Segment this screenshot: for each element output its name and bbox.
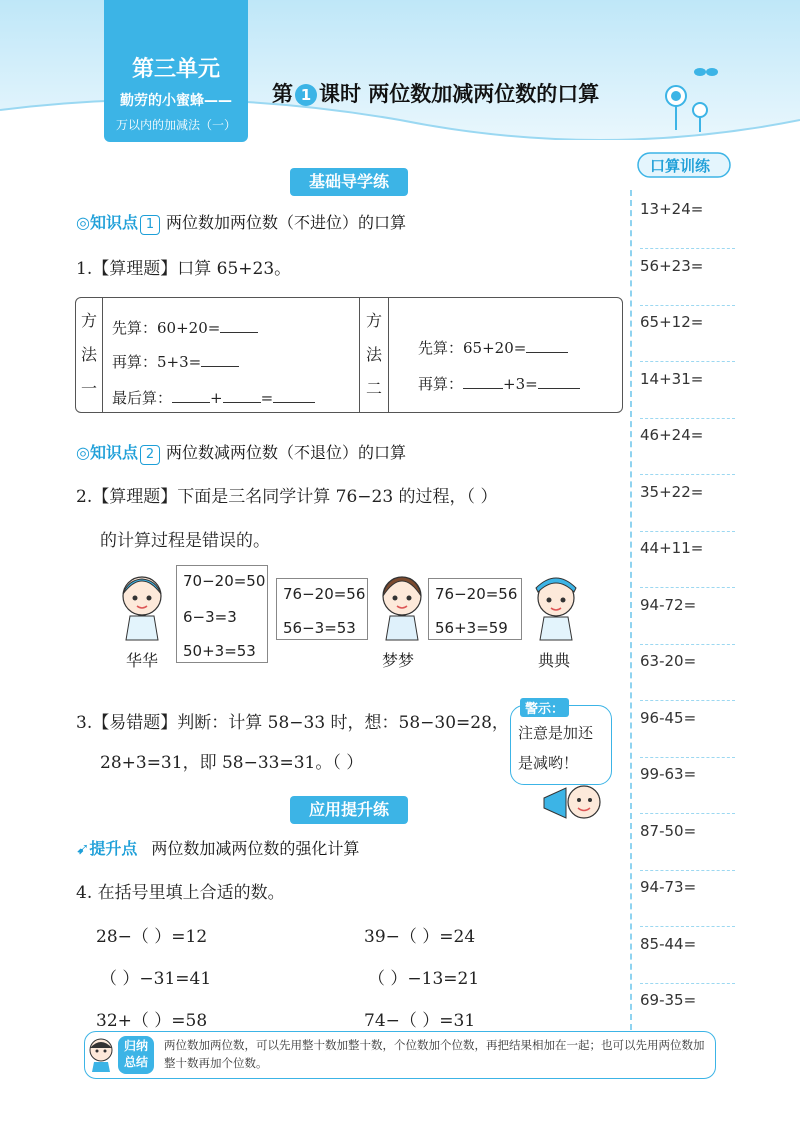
oral-item (640, 531, 735, 588)
oral-item-text: 56+23= (640, 257, 704, 275)
summary-tag (118, 1036, 154, 1074)
method-two-label (359, 298, 389, 412)
calc-line: 56−3=53 (283, 619, 356, 637)
oral-item (640, 475, 735, 532)
improvement-point (76, 836, 359, 859)
oral-item (640, 757, 735, 814)
method-two-row-2 (418, 372, 580, 394)
oral-item (640, 814, 735, 871)
answer-blank[interactable] (223, 386, 261, 403)
method-one-row-3 (112, 386, 315, 408)
calc-box-diandian (428, 578, 522, 640)
fill-item[interactable]: 39−（ ）=24 (364, 927, 476, 947)
oral-item-text: 94-73= (640, 878, 697, 896)
target-icon: ◎ (76, 213, 90, 232)
fill-item[interactable]: 74−（ ）=31 (364, 1011, 476, 1031)
row-text: 先算：65+20= (418, 339, 527, 357)
answer-blank[interactable] (526, 336, 568, 353)
fill-item[interactable]: （ ）−31=41 (100, 969, 212, 989)
kp-text: 两位数加两位数（不进位）的口算 (165, 213, 406, 232)
kp-tag: 提升点 (89, 839, 138, 858)
row-text: 先算：60+20= (112, 319, 221, 337)
oral-item-text: 96-45= (640, 709, 697, 727)
oral-item (640, 644, 735, 701)
calc-box-mengmeng (276, 578, 368, 640)
oral-item (640, 588, 735, 645)
oral-item-text: 87-50= (640, 822, 697, 840)
summary-tag-line: 归纳 (123, 1039, 148, 1053)
unit-label: 第三单元 (131, 57, 220, 82)
section-basic-title: 基础导学练 (308, 172, 389, 191)
answer-blank[interactable] (538, 372, 580, 389)
kp-tag: 知识点 (89, 443, 138, 462)
sidebar-divider (630, 190, 632, 1030)
summary-tag-line: 总结 (123, 1055, 148, 1069)
megaphone-kid-icon (540, 778, 610, 832)
answer-blank[interactable] (220, 316, 258, 333)
section-application-banner (290, 796, 408, 824)
question-3-line-2: 28+3=31，即 58−33=31。（ ） (100, 753, 364, 773)
kp-tag: 知识点 (89, 213, 138, 232)
calc-line: 50+3=53 (183, 642, 256, 660)
boy-diandian-illustration (526, 570, 586, 642)
method-label-char: 二 (365, 379, 382, 398)
method-label-char: 方 (80, 311, 97, 330)
warning-tip-bubble (510, 705, 612, 785)
answer-blank[interactable] (201, 350, 239, 367)
oral-training-badge (636, 150, 732, 180)
calc-line: 76−20=56 (283, 585, 366, 603)
section-basic-banner (290, 168, 408, 196)
section-application-title: 应用提升练 (308, 800, 389, 819)
summary-text: 两位数加两位数，可以先用整十数加整十数，个位数加个位数，再把结果相加在一起；也可以先用两位数加整十数再加个位数。 (164, 1038, 705, 1070)
kp-number: 2 (140, 445, 160, 465)
calc-line: 76−20=56 (435, 585, 518, 603)
name-diandian: 典典 (538, 651, 571, 670)
calc-line: 56+3=59 (435, 619, 508, 637)
oral-item (640, 192, 735, 249)
summary-kid-icon (86, 1036, 116, 1072)
oral-item-text: 65+12= (640, 313, 704, 331)
row-text: 再算： (418, 375, 464, 393)
oral-item (640, 927, 735, 984)
fill-item[interactable]: （ ）−13=21 (368, 969, 480, 989)
oral-item-text: 63-20= (640, 652, 697, 670)
row-text: +3= (503, 375, 538, 393)
fill-item[interactable]: 28−（ ）=12 (96, 927, 208, 947)
question-2-line-2: 的计算过程是错误的。 (100, 531, 270, 551)
oral-item (640, 701, 735, 758)
oral-item-text: 14+31= (640, 370, 704, 388)
kp-text: 两位数减两位数（不退位）的口算 (165, 443, 406, 462)
oral-training-label: 口算训练 (650, 157, 711, 175)
kp-text: 两位数加减两位数的强化计算 (151, 839, 360, 858)
row-text: 最后算： (112, 389, 173, 407)
question-1-stem: 1.【算理题】口算 65+23。 (76, 259, 292, 279)
answer-blank[interactable] (463, 372, 503, 389)
method-one-row-2 (112, 350, 239, 372)
unit-theme: 勤劳的小蜜蜂—— (120, 93, 232, 109)
lesson-title (272, 78, 599, 108)
question-3-line-1: 3.【易错题】判断：计算 58−33 时，想：58−30=28， (76, 713, 509, 733)
method-label-char: 法 (80, 345, 97, 364)
oral-item (640, 418, 735, 475)
knowledge-point-1 (76, 210, 406, 235)
calc-box-huahua (176, 565, 268, 663)
warning-tip-title: 警示： (520, 698, 569, 717)
warning-tip-line: 注意是加还 (518, 724, 594, 742)
oral-item-text: 99-63= (640, 765, 697, 783)
fill-item[interactable]: 32+（ ）=58 (96, 1011, 208, 1031)
oral-item-text: 46+24= (640, 426, 704, 444)
oral-item (640, 362, 735, 419)
lesson-name: 课时 两位数加减两位数的口算 (319, 82, 600, 106)
name-huahua: 华华 (126, 651, 159, 670)
row-text: 再算：5+3= (112, 353, 202, 371)
knowledge-point-2 (76, 440, 406, 465)
calc-line: 6−3=3 (183, 608, 237, 626)
lesson-prefix: 第 (272, 82, 293, 106)
oral-item (640, 870, 735, 927)
oral-item-text: 35+22= (640, 483, 704, 501)
equals-sign: = (260, 389, 274, 407)
rocket-icon: ➹ (76, 839, 90, 858)
oral-item-text: 85-44= (640, 935, 697, 953)
answer-blank[interactable] (172, 386, 210, 403)
oral-item-text: 69-35= (640, 991, 697, 1009)
method-label-char: 方 (365, 311, 382, 330)
oral-item (640, 305, 735, 362)
warning-tip-line: 是减哟！ (518, 754, 579, 772)
oral-item-text: 44+11= (640, 539, 704, 557)
kp-number: 1 (140, 215, 160, 235)
oral-item-text: 94-72= (640, 596, 697, 614)
girl-huahua-illustration (112, 570, 172, 642)
method-one-row-1 (112, 316, 258, 338)
lesson-number: 1 (295, 84, 317, 106)
unit-subtitle: 万以内的加减法（一） (115, 118, 236, 132)
method-one-label (76, 298, 103, 412)
method-label-char: 一 (80, 379, 97, 398)
calc-line: 70−20=50 (183, 572, 266, 590)
plus-sign: + (210, 389, 223, 407)
method-label-char: 法 (365, 345, 382, 364)
name-mengmeng: 梦梦 (382, 651, 415, 670)
method-box (75, 297, 623, 413)
question-4-stem: 4. 在括号里填上合适的数。 (76, 883, 285, 903)
girl-mengmeng-illustration (372, 570, 432, 642)
question-2-line-1: 2.【算理题】下面是三名同学计算 76−23 的过程，（ ） (76, 487, 498, 507)
oral-item-text: 13+24= (640, 200, 704, 218)
unit-tab (104, 0, 248, 142)
answer-blank[interactable] (273, 386, 315, 403)
oral-item (640, 249, 735, 306)
method-two-row-1 (418, 336, 568, 358)
target-icon: ◎ (76, 443, 90, 462)
